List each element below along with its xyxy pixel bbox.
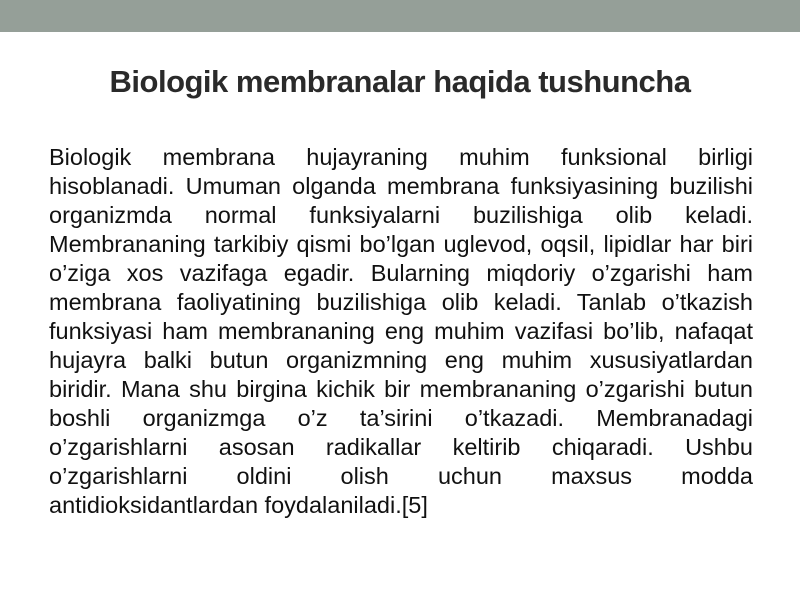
slide-title: Biologik membranalar haqida tushuncha (109, 64, 691, 99)
slide-body-text: Biologik membrana hujayraning muhim funksional birligi hisoblanadi. Umuman olganda membrana funksiyasining buzilishi organizmda normal funksiyalarni buzilishiga olib keladi. Membrananing tarkibiy qismi bo’lgan uglevod, oqsil, lipidlar har biri o’ziga xos vazifaga egadir. Bularning miqdoriy o’zgarishi ham membrana faoliyatining buzilishiga olib keladi. Tanlab o’tkazish funksiyasi ham membrananing eng muhim vazifasi bo’lib, nafaqat hujayra balki butun organizmning eng muhim xususiyatlardan biridir. Mana shu birgina kichik bir membrananing o’zgarishi butun boshli organizmga o’z ta’sirini o’tkazadi. Membranadagi o’zgarishlarni asosan radikallar keltirib chiqaradi. Ushbu o’zgarishlarni oldini olish uchun maxsus modda antidioksidantlardan foydalaniladi.[5] (49, 144, 753, 518)
slide-top-bar (0, 0, 800, 32)
